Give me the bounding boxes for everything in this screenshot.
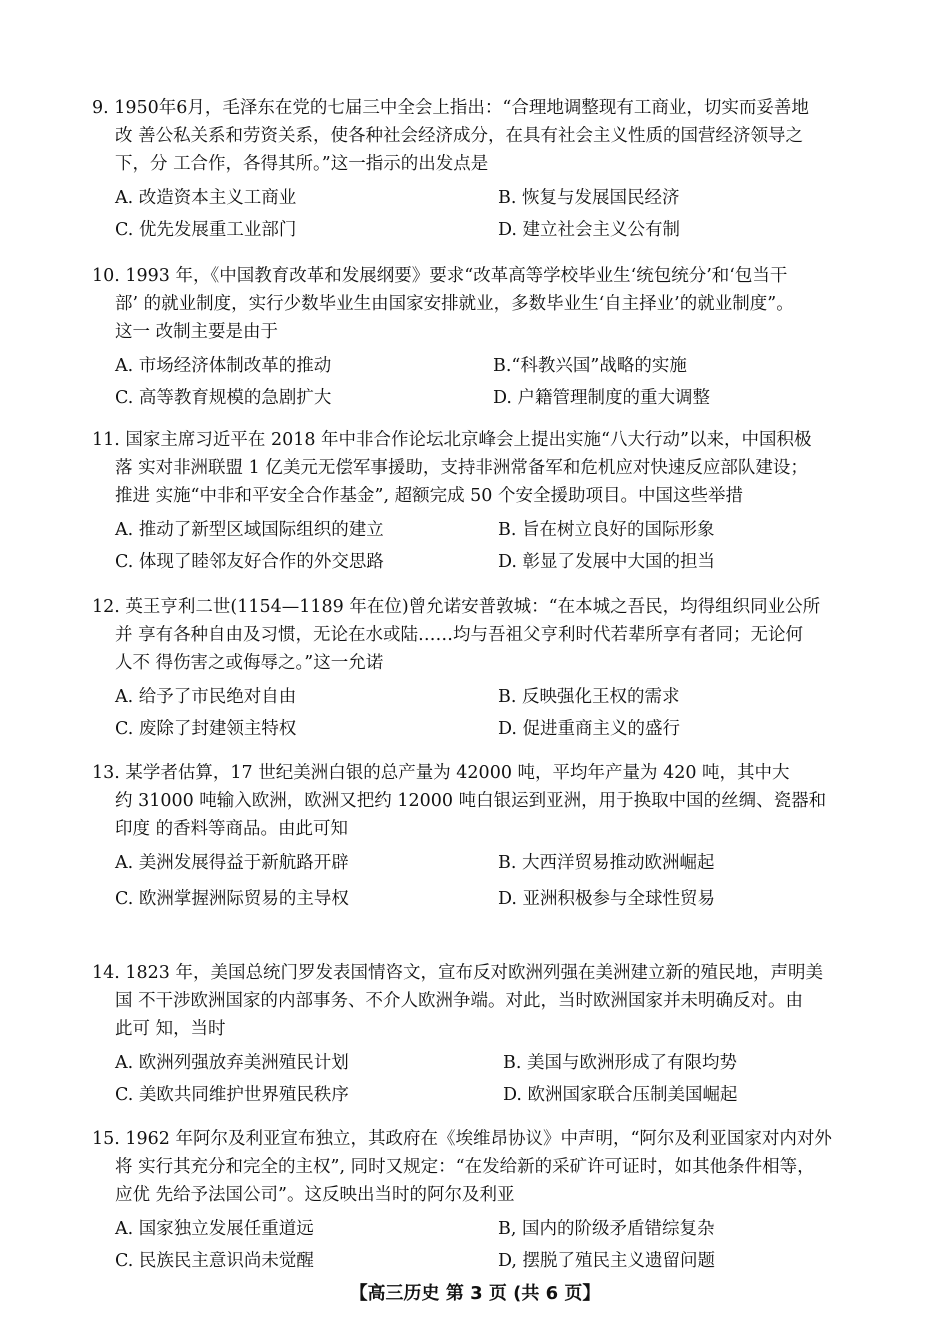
option-a[interactable]: A. 市场经济体制改革的推动 (115, 356, 332, 376)
question-stem (92, 426, 892, 510)
question-stem (92, 262, 892, 346)
option-d[interactable]: D, 摆脱了殖民主义遗留问题 (498, 1251, 716, 1271)
stem-line: 将 实行其充分和完全的主权”, 同时又规定：“在发给新的采矿许可证时，如其他条件相等， (115, 1157, 815, 1177)
option-a[interactable]: A. 给予了市民绝对自由 (115, 687, 297, 707)
option-d[interactable]: D. 欧洲国家联合压制美国崛起 (503, 1085, 738, 1105)
stem-line: 改 善公私关系和劳资关系，使各种社会经济成分，在具有社会主义性质的国营经济领导之 (115, 126, 804, 146)
option-d[interactable]: D. 建立社会主义公有制 (498, 220, 681, 240)
option-d[interactable]: D. 亚洲积极参与全球性贸易 (498, 889, 716, 909)
option-c[interactable]: C. 民族民主意识尚未觉醒 (115, 1251, 314, 1271)
option-c[interactable]: C. 美欧共同维护世界殖民秩序 (115, 1085, 349, 1105)
option-a[interactable]: A. 欧洲列强放弃美洲殖民计划 (115, 1053, 349, 1073)
stem-line: 国 不干涉欧洲国家的内部事务、不介人欧洲争端。对此，当时欧洲国家并未明确反对。由 (115, 991, 804, 1011)
option-b[interactable]: B. 旨在树立良好的国际形象 (498, 520, 715, 540)
option-d[interactable]: D. 户籍管理制度的重大调整 (493, 388, 711, 408)
question-stem (92, 593, 892, 677)
question-stem (92, 1125, 892, 1209)
stem-line: 应优 先给予法国公司”。这反映出当时的阿尔及利亚 (115, 1185, 515, 1205)
question-14 (92, 959, 892, 1105)
stem-line: 13. 某学者估算，17 世纪美洲白银的总产量为 42000 吨，平均年产量为 420 吨，其中大 (92, 763, 790, 783)
question-9 (92, 94, 892, 240)
stem-line: 人不 得伤害之或侮辱之。”这一允诺 (115, 653, 384, 673)
question-13 (92, 759, 892, 909)
option-a[interactable]: A. 改造资本主义工商业 (115, 188, 297, 208)
option-d[interactable]: D. 彰显了发展中大国的担当 (498, 552, 716, 572)
stem-line: 推进 实施“中非和平安全合作基金”, 超额完成 50 个安全援助项目。中国这些举措 (115, 486, 743, 506)
option-c[interactable]: C. 高等教育规模的急剧扩大 (115, 388, 332, 408)
question-12 (92, 593, 892, 739)
stem-line: 下，分 工合作，各得其所。”这一指示的出发点是 (115, 154, 489, 174)
option-b[interactable]: B. 反映强化王权的需求 (498, 687, 680, 707)
option-c[interactable]: C. 体现了睦邻友好合作的外交思路 (115, 552, 384, 572)
option-b[interactable]: B. 恢复与发展国民经济 (498, 188, 680, 208)
stem-line: 9. 1950年6月，毛泽东在党的七届三中全会上指出：“合理地调整现有工商业，切实而妥善地 (92, 98, 809, 118)
question-15 (92, 1125, 892, 1271)
stem-line: 15. 1962 年阿尔及利亚宣布独立，其政府在《埃维昂协议》中声明，“阿尔及利亚国家对内对外 (92, 1129, 832, 1149)
stem-line: 12. 英王亨利二世(1154—1189 年在位)曾允诺安普敦城：“在本城之吾民，均得组织同业公所 (92, 597, 821, 617)
option-a[interactable]: A. 推动了新型区域国际组织的建立 (115, 520, 384, 540)
option-b[interactable]: B, 国内的阶级矛盾错综复杂 (498, 1219, 715, 1239)
stem-line: 这一 改制主要是由于 (115, 322, 279, 342)
stem-line: 14. 1823 年，美国总统门罗发表国情咨文，宣布反对欧洲列强在美洲建立新的殖民地，声明美 (92, 963, 823, 983)
stem-line: 11. 国家主席习近平在 2018 年中非合作论坛北京峰会上提出实施“八大行动”以来，中国积极 (92, 430, 812, 450)
option-b[interactable]: B.“科教兴国”战略的实施 (493, 356, 687, 376)
option-b[interactable]: B. 大西洋贸易推动欧洲崛起 (498, 853, 715, 873)
option-d[interactable]: D. 促进重商主义的盛行 (498, 719, 681, 739)
question-stem (92, 959, 892, 1043)
page-footer: 【高三历史 第 3 页 (共 6 页】 (349, 1283, 601, 1304)
option-c[interactable]: C. 欧洲掌握洲际贸易的主导权 (115, 889, 349, 909)
question-stem (92, 759, 892, 843)
stem-line: 部’ 的就业制度，实行少数毕业生由国家安排就业，多数毕业生‘自主择业’的就业制度”。 (115, 294, 794, 314)
option-c[interactable]: C. 优先发展重工业部门 (115, 220, 297, 240)
stem-line: 落 实对非洲联盟 1 亿美元无偿军事援助，支持非洲常备军和危机应对快速反应部队建设； (115, 458, 808, 478)
stem-line: 并 享有各种自由及习惯，无论在水或陆……均与吾祖父亨利时代若辈所享有者同；无论何 (115, 625, 804, 645)
stem-line: 约 31000 吨输入欧洲，欧洲又把约 12000 吨白银运到亚洲，用于换取中国的丝绸、瓷器和 (115, 791, 827, 811)
option-a[interactable]: A. 国家独立发展任重道远 (115, 1219, 314, 1239)
stem-line: 此可 知，当时 (115, 1019, 226, 1039)
option-a[interactable]: A. 美洲发展得益于新航路开辟 (115, 853, 349, 873)
question-10 (92, 262, 892, 408)
question-11 (92, 426, 892, 572)
stem-line: 印度 的香料等商品。由此可知 (115, 819, 349, 839)
question-stem (92, 94, 892, 178)
option-c[interactable]: C. 废除了封建领主特权 (115, 719, 297, 739)
option-b[interactable]: B. 美国与欧洲形成了有限均势 (503, 1053, 737, 1073)
stem-line: 10. 1993 年，《中国教育改革和发展纲要》要求“改革高等学校毕业生‘统包统分’和‘包当干 (92, 266, 788, 286)
